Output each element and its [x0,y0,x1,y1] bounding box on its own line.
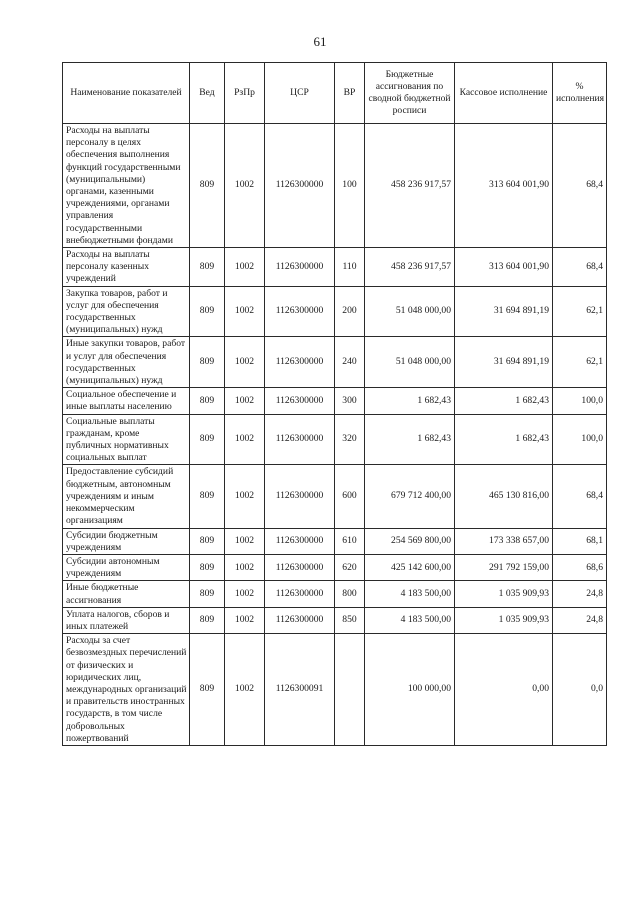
row-cash: 31 694 891,19 [455,337,553,388]
table-row [63,286,607,337]
row-percent: 24,8 [553,607,607,633]
row-vr: 800 [335,581,365,607]
row-vr: 200 [335,286,365,337]
row-csr: 1126300000 [265,581,335,607]
row-percent: 0,0 [553,634,607,746]
header-ved: Вед [190,63,225,124]
row-name: Расходы на выплаты персоналу казенных учреждений [63,248,190,287]
row-csr: 1126300000 [265,554,335,580]
table-row [63,388,607,414]
row-budget: 458 236 917,57 [365,248,455,287]
row-ved: 809 [190,248,225,287]
row-cash: 313 604 001,90 [455,124,553,248]
row-ved: 809 [190,634,225,746]
row-vr: 100 [335,124,365,248]
row-ved: 809 [190,337,225,388]
row-name: Социальные выплаты гражданам, кроме публичных нормативных социальных выплат [63,414,190,465]
row-vr: 600 [335,465,365,528]
row-csr: 1126300000 [265,528,335,554]
row-ved: 809 [190,528,225,554]
table-row [63,607,607,633]
row-ved: 809 [190,286,225,337]
row-csr: 1126300000 [265,388,335,414]
row-name: Иные закупки товаров, работ и услуг для обеспечения государственных (муниципальных) нужд [63,337,190,388]
row-percent: 100,0 [553,414,607,465]
header-vr: ВР [335,63,365,124]
row-percent: 68,4 [553,465,607,528]
row-csr: 1126300091 [265,634,335,746]
table-header-row [63,63,607,124]
row-cash: 313 604 001,90 [455,248,553,287]
row-budget: 4 183 500,00 [365,607,455,633]
row-budget: 4 183 500,00 [365,581,455,607]
header-csr: ЦСР [265,63,335,124]
row-budget: 1 682,43 [365,414,455,465]
header-budget: Бюджетные ассигнования по сводной бюджетной росписи [365,63,455,124]
row-budget: 458 236 917,57 [365,124,455,248]
row-rzpr: 1002 [225,414,265,465]
row-percent: 68,4 [553,248,607,287]
row-vr: 320 [335,414,365,465]
row-ved: 809 [190,465,225,528]
row-cash: 1 035 909,93 [455,607,553,633]
row-percent: 100,0 [553,388,607,414]
row-ved: 809 [190,554,225,580]
row-rzpr: 1002 [225,465,265,528]
row-vr: 110 [335,248,365,287]
header-cash: Кассовое исполнение [455,63,553,124]
row-rzpr: 1002 [225,124,265,248]
row-cash: 1 035 909,93 [455,581,553,607]
row-vr: 300 [335,388,365,414]
row-name: Расходы за счет безвозмездных перечислений от физических и юридических лиц, международных организаций и правительств иностранных государств, в том числе добровольных пожертвований [63,634,190,746]
row-ved: 809 [190,607,225,633]
page-number: 61 [313,34,327,49]
header-name: Наименование показателей [63,63,190,124]
row-csr: 1126300000 [265,337,335,388]
row-cash: 173 338 657,00 [455,528,553,554]
row-budget: 254 569 800,00 [365,528,455,554]
row-percent: 68,6 [553,554,607,580]
table-row [63,554,607,580]
row-ved: 809 [190,388,225,414]
row-csr: 1126300000 [265,607,335,633]
row-rzpr: 1002 [225,581,265,607]
row-cash: 1 682,43 [455,414,553,465]
row-percent: 68,4 [553,124,607,248]
row-budget: 1 682,43 [365,388,455,414]
row-vr: 620 [335,554,365,580]
row-name: Субсидии бюджетным учреждениям [63,528,190,554]
row-budget: 679 712 400,00 [365,465,455,528]
row-rzpr: 1002 [225,388,265,414]
row-cash: 291 792 159,00 [455,554,553,580]
row-budget: 51 048 000,00 [365,286,455,337]
row-name: Закупка товаров, работ и услуг для обеспечения государственных (муниципальных) нужд [63,286,190,337]
row-csr: 1126300000 [265,124,335,248]
row-rzpr: 1002 [225,528,265,554]
row-cash: 1 682,43 [455,388,553,414]
row-csr: 1126300000 [265,248,335,287]
row-rzpr: 1002 [225,607,265,633]
row-ved: 809 [190,581,225,607]
row-budget: 100 000,00 [365,634,455,746]
row-name: Уплата налогов, сборов и иных платежей [63,607,190,633]
row-name: Предоставление субсидий бюджетным, автономным учреждениям и иным некоммерческим организациям [63,465,190,528]
header-rzpr: РзПр [225,63,265,124]
row-budget: 425 142 600,00 [365,554,455,580]
row-csr: 1126300000 [265,414,335,465]
row-cash: 0,00 [455,634,553,746]
row-percent: 24,8 [553,581,607,607]
table-row [63,581,607,607]
row-ved: 809 [190,414,225,465]
row-csr: 1126300000 [265,465,335,528]
table-row [63,465,607,528]
row-rzpr: 1002 [225,286,265,337]
row-csr: 1126300000 [265,286,335,337]
row-name: Социальное обеспечение и иные выплаты населению [63,388,190,414]
header-percent: % исполнения [553,63,607,124]
row-cash: 31 694 891,19 [455,286,553,337]
row-name: Расходы на выплаты персоналу в целях обеспечения выполнения функций государственными (муниципальными) органами, казенными учреждениями, органами управления государственными внебюджетными фондами [63,124,190,248]
table-row [63,248,607,287]
row-percent: 62,1 [553,337,607,388]
table-row [63,528,607,554]
row-budget: 51 048 000,00 [365,337,455,388]
row-percent: 62,1 [553,286,607,337]
table-row [63,634,607,746]
row-vr: 610 [335,528,365,554]
budget-execution-table [62,62,607,746]
row-vr: 240 [335,337,365,388]
table-row [63,337,607,388]
row-rzpr: 1002 [225,337,265,388]
table-row [63,124,607,248]
row-rzpr: 1002 [225,634,265,746]
row-rzpr: 1002 [225,554,265,580]
table-row [63,414,607,465]
row-ved: 809 [190,124,225,248]
row-percent: 68,1 [553,528,607,554]
row-name: Субсидии автономным учреждениям [63,554,190,580]
row-vr [335,634,365,746]
row-name: Иные бюджетные ассигнования [63,581,190,607]
row-vr: 850 [335,607,365,633]
row-cash: 465 130 816,00 [455,465,553,528]
row-rzpr: 1002 [225,248,265,287]
